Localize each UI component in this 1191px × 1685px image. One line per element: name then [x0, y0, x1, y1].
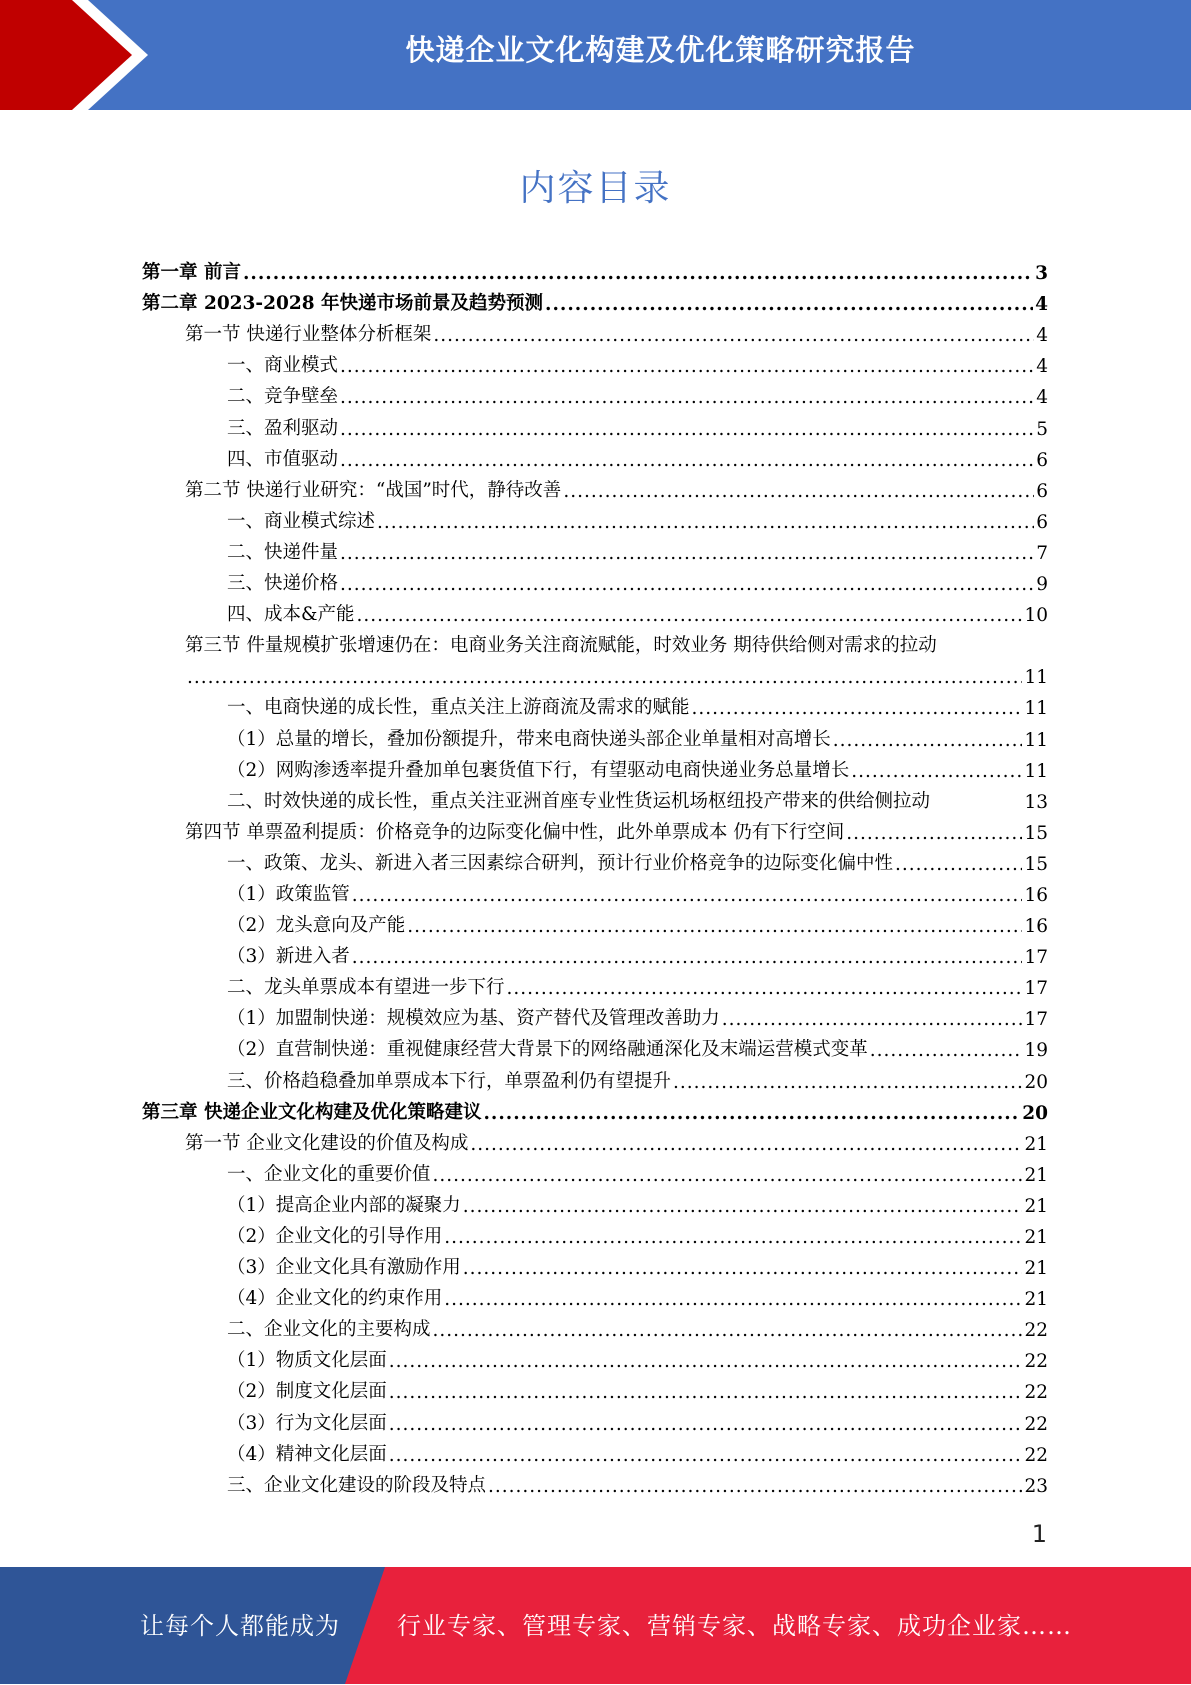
toc-heading: 内容目录: [519, 168, 672, 209]
toc-entry-title: （1）提高企业内部的凝聚力: [227, 1194, 461, 1216]
toc-entry[interactable]: [142, 688, 1048, 719]
toc-entry[interactable]: [142, 253, 1048, 284]
toc-entry-page: 4: [1035, 294, 1048, 316]
page-number: 1: [1031, 1520, 1047, 1548]
toc-leader-dots: [243, 263, 1033, 284]
toc-entry[interactable]: [142, 440, 1048, 471]
toc-entry-page: 21: [1024, 1164, 1048, 1186]
toc-entry[interactable]: [142, 844, 1048, 875]
toc-entry-title: （2）龙头意向及产能: [227, 915, 406, 937]
toc-entry-page: 21: [1024, 1227, 1048, 1248]
footer-slogan-right: 行业专家、管理专家、营销专家、战略专家、成功企业家……: [397, 1612, 1072, 1640]
toc-entry[interactable]: [142, 408, 1048, 439]
toc-entry[interactable]: [142, 906, 1048, 937]
toc-entry-page: 21: [1024, 1258, 1048, 1280]
toc-entry-page: 20: [1024, 1071, 1048, 1093]
toc-entry-title: 一、商业模式综述: [227, 510, 376, 532]
toc-leader-dots: [340, 387, 1034, 408]
toc-leader-dots: [483, 1103, 1020, 1124]
toc-entry-page: 11: [1024, 698, 1048, 720]
toc-entry-title: 三、价格趋稳叠加单票成本下行，单票盈利仍有望提升: [227, 1070, 672, 1092]
toc-leader-dots: [722, 1009, 1023, 1030]
toc-entry-title: （1）政策监管: [227, 883, 350, 905]
toc-entry-page: 22: [1024, 1320, 1048, 1342]
toc-entry[interactable]: [142, 1217, 1048, 1248]
toc-entry-page: 21: [1024, 1133, 1048, 1155]
toc-entry[interactable]: [142, 813, 1048, 844]
toc-entry-page: 16: [1024, 884, 1048, 906]
toc-entry-page: 6: [1036, 480, 1048, 502]
toc-entry[interactable]: [142, 875, 1048, 906]
header-title: 快递企业文化构建及优化策略研究报告: [405, 33, 916, 67]
toc-leader-dots: [463, 1196, 1023, 1217]
toc-entry-title: 第一章 前言: [142, 262, 241, 284]
toc-entry[interactable]: [142, 657, 1048, 688]
toc-entry-title: 四、市值驱动: [227, 448, 339, 470]
toc-leader-dots: [433, 1320, 1023, 1341]
toc-entry-page: 5: [1036, 418, 1048, 440]
toc-entry-page: 3: [1035, 263, 1048, 285]
toc-entry-page: 22: [1024, 1351, 1048, 1373]
toc-leader-dots: [352, 947, 1023, 968]
toc-entry-page: 11: [1024, 667, 1048, 689]
toc-entry-title: （1）加盟制快递：规模效应为基、资产替代及管理改善助力: [227, 1008, 720, 1030]
toc-entry-title: 二、时效快递的成长性，重点关注亚洲首座专业性货运机场枢纽投产带来的供给侧拉动: [227, 790, 931, 812]
toc-entry[interactable]: [142, 1155, 1048, 1186]
toc-entry[interactable]: [142, 564, 1048, 595]
toc-leader-dots: [488, 1476, 1022, 1497]
toc-entry-title: （2）企业文化的引导作用: [227, 1226, 443, 1247]
toc-entry[interactable]: [142, 1310, 1048, 1341]
toc-leader-dots: [433, 1165, 1023, 1186]
toc-leader-dots: [470, 1134, 1022, 1155]
toc-leader-dots: [389, 1351, 1023, 1372]
toc-leader-dots: [463, 1258, 1023, 1279]
toc-entry-title: （2）网购渗透率提升叠加单包裹货值下行，有望驱动电商快递业务总量增长: [227, 759, 850, 781]
toc-leader-dots: [340, 419, 1034, 440]
toc-entry[interactable]: [142, 284, 1048, 315]
toc-entry-title: 一、电商快递的成长性，重点关注上游商流及需求的赋能: [227, 697, 690, 719]
toc-entry-page: 4: [1036, 387, 1048, 409]
toc-entry[interactable]: [142, 968, 1048, 999]
toc-entry[interactable]: [142, 1279, 1048, 1310]
toc-entry[interactable]: [142, 782, 1048, 813]
toc-entry-page: 6: [1036, 511, 1048, 533]
toc-entry[interactable]: [142, 626, 1048, 657]
toc-leader-dots: [444, 1227, 1022, 1248]
toc-leader-dots: [563, 481, 1034, 502]
toc-entry-title: 第三章 快递企业文化构建及优化策略建议: [142, 1101, 482, 1123]
toc-entry-page: 16: [1024, 916, 1048, 938]
toc-entry-page: 4: [1036, 356, 1048, 378]
toc-entry[interactable]: [142, 719, 1048, 750]
toc-entry[interactable]: [142, 1341, 1048, 1372]
toc-entry-page: 11: [1024, 760, 1048, 782]
toc-entry[interactable]: [142, 1403, 1048, 1434]
toc-entry-page: 7: [1036, 542, 1048, 564]
toc-leader-dots: [507, 978, 1023, 999]
toc-entry-title: （3）新进入者: [227, 946, 350, 968]
toc-entry-page: 13: [1024, 791, 1048, 813]
toc-entry-page: 17: [1024, 1009, 1048, 1031]
toc-leader-dots: [340, 543, 1034, 564]
toc-entry-title: （2）制度文化层面: [227, 1381, 387, 1403]
toc-leader-dots: [433, 325, 1034, 346]
toc-entry[interactable]: [142, 1466, 1048, 1497]
toc-entry[interactable]: [142, 595, 1048, 626]
toc-leader-dots: [407, 916, 1022, 937]
toc-entry-title: 一、企业文化的重要价值: [227, 1163, 431, 1185]
toc-entry[interactable]: [142, 1186, 1048, 1217]
toc-leader-dots: [340, 574, 1034, 595]
toc-leader-dots: [851, 761, 1022, 782]
toc-leader-dots: [340, 450, 1034, 471]
toc-entry-title: （4）精神文化层面: [227, 1443, 387, 1465]
toc-leader-dots: [673, 1072, 1022, 1093]
toc-entry-page: 11: [1024, 729, 1048, 751]
toc-entry[interactable]: [142, 1124, 1048, 1155]
toc-entry-title: 四、成本&产能: [227, 604, 355, 626]
toc-entry-page: 15: [1024, 853, 1048, 875]
toc-leader-dots: [352, 885, 1023, 906]
table-of-contents: [142, 253, 1048, 1497]
toc-leader-dots: [870, 1040, 1023, 1061]
toc-leader-dots: [444, 1289, 1022, 1310]
toc-entry-title: （3）行为文化层面: [227, 1412, 387, 1434]
page-footer: [0, 1567, 1191, 1684]
toc-entry-title: 第二章 2023-2028 年快递市场前景及趋势预测: [142, 293, 544, 315]
toc-entry-title: 第一节 快递行业整体分析框架: [185, 324, 432, 346]
header-arrow-decoration: [0, 0, 160, 110]
footer-slogan-left: 让每个人都能成为: [140, 1612, 340, 1640]
toc-leader-dots: [692, 698, 1023, 719]
toc-leader-dots: [377, 512, 1034, 533]
toc-entry-page: 21: [1024, 1195, 1048, 1217]
toc-entry-page: 10: [1024, 605, 1048, 627]
toc-entry-page: 9: [1036, 574, 1048, 596]
toc-entry-page: 22: [1024, 1413, 1048, 1435]
toc-leader-dots: [833, 730, 1023, 751]
toc-entry[interactable]: [142, 346, 1048, 377]
toc-entry[interactable]: [142, 1372, 1048, 1403]
toc-leader-dots: [356, 605, 1022, 626]
toc-entry-page: 17: [1024, 947, 1048, 969]
toc-leader-dots: [340, 356, 1034, 377]
toc-entry[interactable]: [142, 1435, 1048, 1466]
toc-entry[interactable]: [142, 999, 1048, 1030]
toc-entry-title: （1）总量的增长，叠加份额提升，带来电商快递头部企业单量相对高增长: [227, 728, 831, 750]
toc-entry-page: 22: [1024, 1444, 1048, 1466]
toc-entry-page: 19: [1024, 1040, 1048, 1062]
toc-leader-dots: [389, 1382, 1023, 1403]
toc-entry-title: 第二节 快递行业研究：“战国”时代，静待改善: [185, 479, 562, 501]
toc-entry[interactable]: [142, 471, 1048, 502]
toc-entry-title: 第一节 企业文化建设的价值及构成: [185, 1132, 469, 1154]
toc-entry-page: 21: [1024, 1289, 1048, 1311]
toc-entry-title: 二、快递件量: [227, 541, 339, 563]
toc-entry-page: 15: [1024, 822, 1048, 844]
toc-leader-dots: [895, 854, 1022, 875]
toc-entry-page: 6: [1036, 449, 1048, 471]
toc-entry-title: 三、快递价格: [227, 573, 339, 595]
toc-entry-page: 22: [1024, 1382, 1048, 1404]
toc-entry-title: （4）企业文化的约束作用: [227, 1288, 443, 1310]
toc-entry-page: 4: [1036, 325, 1048, 347]
toc-leader-dots: [389, 1414, 1023, 1435]
toc-leader-dots: [187, 667, 1022, 688]
toc-entry[interactable]: [142, 937, 1048, 968]
toc-entry[interactable]: [142, 533, 1048, 564]
toc-entry[interactable]: [142, 1248, 1048, 1279]
toc-entry-title: （1）物质文化层面: [227, 1350, 387, 1372]
toc-leader-dots: [545, 294, 1033, 315]
toc-entry-page: 20: [1022, 1102, 1048, 1124]
toc-leader-dots: [846, 823, 1022, 844]
toc-entry-title: 三、企业文化建设的阶段及特点: [227, 1474, 487, 1496]
toc-entry-title: 二、龙头单票成本有望进一步下行: [227, 977, 505, 999]
toc-entry-title: 二、企业文化的主要构成: [227, 1319, 431, 1341]
toc-entry[interactable]: [142, 315, 1048, 346]
toc-entry-title: （2）直营制快递：重视健康经营大背景下的网络融通深化及末端运营模式变革: [227, 1039, 868, 1061]
toc-entry-title: （3）企业文化具有激励作用: [227, 1257, 461, 1279]
toc-entry-page: 17: [1024, 978, 1048, 1000]
toc-entry[interactable]: [142, 1030, 1048, 1061]
toc-entry-title: 第三节 件量规模扩张增速仍在：电商业务关注商流赋能，时效业务 期待供给侧对需求的拉动: [185, 635, 937, 657]
toc-entry-title: 一、政策、龙头、新进入者三因素综合研判，预计行业价格竞争的边际变化偏中性: [227, 852, 894, 874]
toc-entry-title: 一、商业模式: [227, 355, 339, 377]
toc-entry-page: 23: [1024, 1475, 1048, 1497]
toc-entry[interactable]: [142, 751, 1048, 782]
toc-entry-title: 三、盈利驱动: [227, 417, 339, 439]
toc-leader-dots: [389, 1445, 1023, 1466]
toc-entry[interactable]: [142, 377, 1048, 408]
toc-entry[interactable]: [142, 1093, 1048, 1124]
toc-entry-title: 二、竞争壁垒: [227, 386, 339, 408]
page-header: [0, 0, 1191, 110]
toc-entry[interactable]: [142, 502, 1048, 533]
toc-entry-title: 第四节 单票盈利提质：价格竞争的边际变化偏中性，此外单票成本 仍有下行空间: [185, 821, 845, 843]
toc-entry[interactable]: [142, 1061, 1048, 1092]
